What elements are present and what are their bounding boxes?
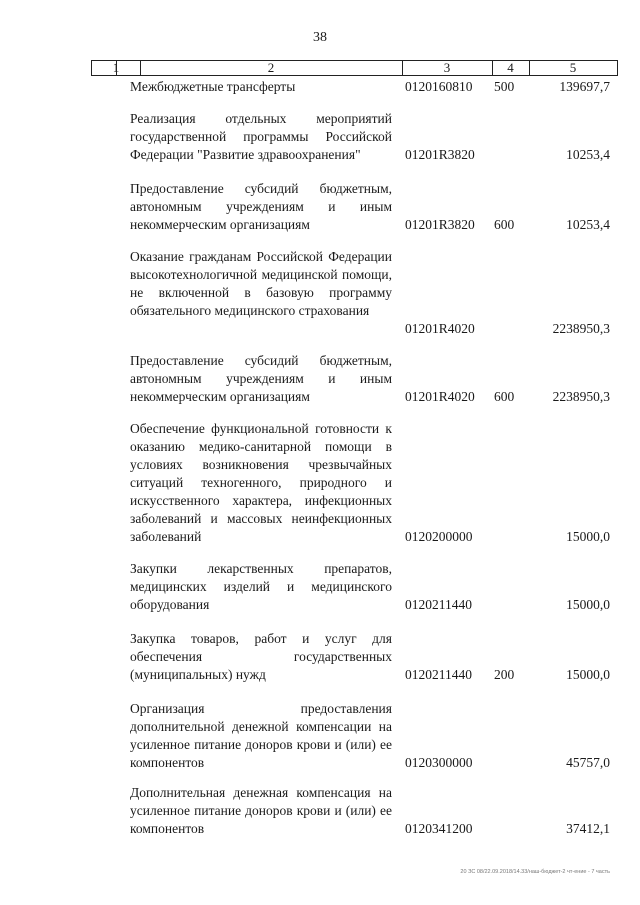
row-amount: 15000,0 <box>566 597 610 612</box>
table-header <box>91 60 618 76</box>
row-code: 01201R3820 <box>405 147 475 162</box>
page-number: 38 <box>313 30 327 45</box>
row-amount: 2238950,3 <box>552 321 610 336</box>
header-col-5: 5 <box>569 60 577 75</box>
row-description: Реализация отдельных мероприятий государственной программы Российской Федерации "Развитие здравоохранения" <box>130 111 392 162</box>
row-description: Обеспечение функциональной готовности к оказанию медико-санитарной помощи в условиях возникновения чрезвычайных ситуаций техногенного, природного и искусственного характера, инфекционных заболеваний и массовых неинфекционных заболеваний <box>130 421 392 544</box>
row-description: Закупка товаров, работ и услуг для обеспечения государственных (муниципальных) нужд <box>130 631 392 682</box>
row-amount: 15000,0 <box>566 529 610 544</box>
row-amount: 15000,0 <box>566 667 610 682</box>
row-code: 0120200000 <box>405 529 473 544</box>
row-code: 0120300000 <box>405 755 473 770</box>
row-amount: 139697,7 <box>559 79 610 94</box>
header-col-1: 1 <box>112 60 120 75</box>
header-col-2: 2 <box>267 60 275 75</box>
row-amount: 10253,4 <box>566 217 610 232</box>
row-description: Оказание гражданам Российской Федерации высокотехнологичной медицинской помощи, не включенной в базовую программу обязательного медицинского страхования <box>130 249 392 318</box>
row-code: 0120211440 <box>405 667 472 682</box>
header-separator <box>116 61 117 75</box>
row-amount: 10253,4 <box>566 147 610 162</box>
row-amount: 37412,1 <box>566 821 610 836</box>
row-description: Предоставление субсидий бюджетным, автономным учреждениям и иным некоммерческим организациям <box>130 181 392 232</box>
row-description: Организация предоставления дополнительной денежной компенсации на усиленное питание доноров крови и (или) ее компонентов <box>130 701 392 770</box>
print-footer: 20 ЗС 08/22.09.2018/14.33/наш-бюджет-2 чт-ение - 7 часть <box>460 869 610 875</box>
row-description: Дополнительная денежная компенсация на усиленное питание доноров крови и (или) ее компонентов <box>130 785 392 836</box>
header-col-4: 4 <box>507 60 514 75</box>
row-expense-type: 600 <box>494 217 515 232</box>
row-amount: 45757,0 <box>566 755 610 770</box>
row-expense-type: 500 <box>494 79 515 94</box>
row-code: 01201R4020 <box>405 389 475 404</box>
header-col-3: 3 <box>443 60 451 75</box>
row-code: 01201R3820 <box>405 217 475 232</box>
row-expense-type: 200 <box>494 667 515 682</box>
row-code: 0120160810 <box>405 79 473 94</box>
row-code: 01201R4020 <box>405 321 475 336</box>
row-code: 0120211440 <box>405 597 472 612</box>
row-description: Предоставление субсидий бюджетным, автономным учреждениям и иным некоммерческим организациям <box>130 353 392 404</box>
row-amount: 2238950,3 <box>552 389 610 404</box>
row-description: Закупки лекарственных препаратов, медицинских изделий и медицинского оборудования <box>130 561 392 612</box>
row-expense-type: 600 <box>494 389 515 404</box>
row-description: Межбюджетные трансферты <box>130 79 296 94</box>
row-code: 0120341200 <box>405 821 473 836</box>
